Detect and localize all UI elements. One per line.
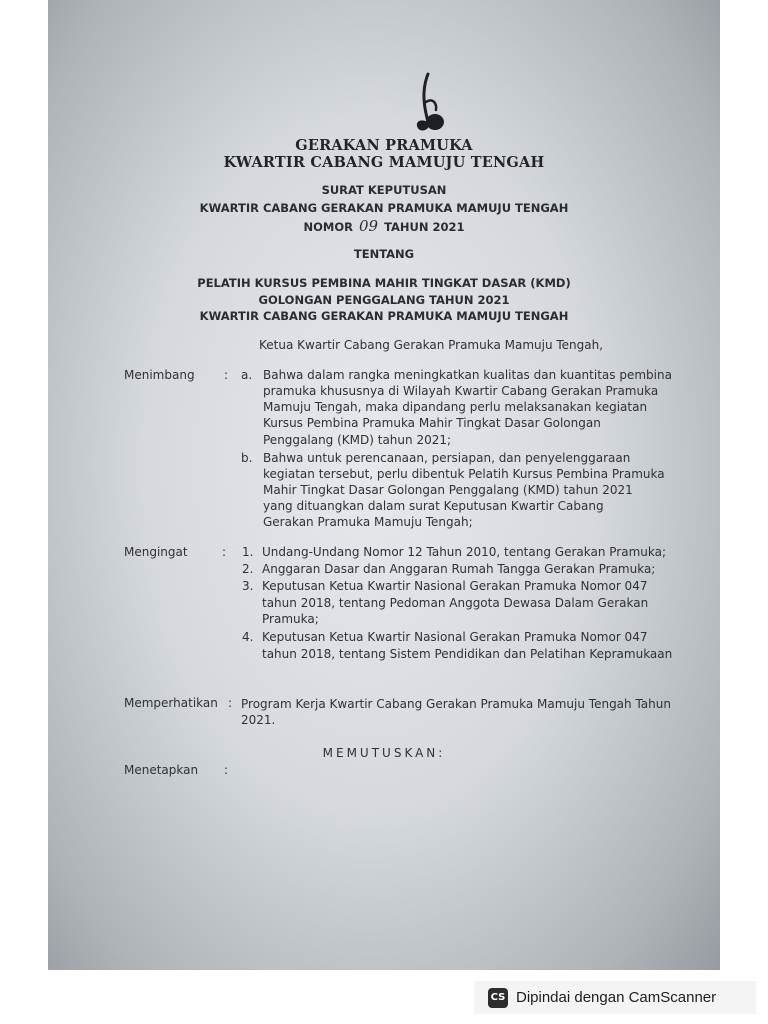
- menetapkan-colon: :: [224, 763, 229, 777]
- mengingat-label: Mengingat: [124, 545, 188, 559]
- mengingat-3-line: Keputusan Ketua Kwartir Nasional Gerakan Pramuka Nomor 047: [262, 579, 648, 593]
- subject-line-1: PELATIH KURSUS PEMBINA MAHIR TINGKAT DASAR (KMD): [197, 276, 571, 290]
- tentang-heading: TENTANG: [353, 247, 415, 261]
- opening-statement: Ketua Kwartir Cabang Gerakan Pramuka Mamuju Tengah,: [259, 338, 604, 352]
- menimbang-marker-a: a.: [241, 368, 253, 382]
- decree-issuer: KWARTIR CABANG GERAKAN PRAMUKA MAMUJU TENGAH: [199, 201, 569, 215]
- menimbang-a-line: Bahwa dalam rangka meningkatkan kualitas dan kuantitas pembina: [263, 368, 672, 382]
- menimbang-a-line: Penggalang (KMD) tahun 2021;: [263, 433, 452, 447]
- memutuskan-heading: MEMUTUSKAN:: [322, 746, 446, 760]
- memperhatikan-label: Memperhatikan: [124, 696, 218, 710]
- menimbang-a-line: Mamuju Tengah, maka dipandang perlu melaksanakan kegiatan: [263, 400, 648, 414]
- mengingat-1-line: Undang-Undang Nomor 12 Tahun 2010, tentang Gerakan Pramuka;: [262, 545, 666, 559]
- subject-line-3: KWARTIR CABANG GERAKAN PRAMUKA MAMUJU TENGAH: [199, 309, 569, 323]
- memperhatikan-colon: :: [228, 696, 233, 710]
- tunas-kelapa-emblem-icon: [410, 72, 450, 134]
- menimbang-b-line: Gerakan Pramuka Mamuju Tengah;: [263, 515, 473, 529]
- mengingat-marker-4: 4.: [242, 630, 254, 644]
- mengingat-3-line: Pramuka;: [262, 612, 319, 626]
- menimbang-b-line: Mahir Tingkat Dasar Golongan Penggalang (KMD) tahun 2021: [263, 483, 633, 497]
- mengingat-3-line: tahun 2018, tentang Pedoman Anggota Dewasa Dalam Gerakan: [262, 596, 649, 610]
- menetapkan-label: Menetapkan: [124, 763, 199, 777]
- menimbang-marker-b: b.: [241, 451, 253, 465]
- org-line-2: KWARTIR CABANG MAMUJU TENGAH: [223, 154, 545, 171]
- mengingat-2-line: Anggaran Dasar dan Anggaran Rumah Tangga Gerakan Pramuka;: [262, 562, 656, 576]
- memperhatikan-line: Program Kerja Kwartir Cabang Gerakan Pramuka Mamuju Tengah Tahun: [241, 697, 671, 711]
- nomor-handwritten-value: 09: [358, 217, 379, 235]
- org-line-1: GERAKAN PRAMUKA: [295, 137, 473, 154]
- mengingat-marker-3: 3.: [242, 579, 254, 593]
- mengingat-4-line: Keputusan Ketua Kwartir Nasional Gerakan Pramuka Nomor 047: [262, 630, 648, 644]
- mengingat-marker-1: 1.: [242, 545, 254, 559]
- mengingat-colon: :: [222, 545, 227, 559]
- nomor-suffix: TAHUN 2021: [384, 220, 465, 234]
- menimbang-b-line: yang dituangkan dalam surat Keputusan Kwartir Cabang: [263, 499, 604, 513]
- menimbang-a-line: pramuka khususnya di Wilayah Kwartir Cabang Gerakan Pramuka: [263, 384, 659, 398]
- decree-number: [48, 217, 720, 235]
- memperhatikan-line: 2021.: [241, 713, 276, 727]
- camscanner-logo-icon: CS: [488, 988, 508, 1008]
- menimbang-label: Menimbang: [124, 368, 195, 382]
- camscanner-text: Dipindai dengan CamScanner: [516, 989, 717, 1006]
- subject-line-2: GOLONGAN PENGGALANG TAHUN 2021: [258, 293, 510, 307]
- decree-title: SURAT KEPUTUSAN: [321, 183, 447, 197]
- menimbang-colon: :: [224, 368, 229, 382]
- scanned-document-page: [48, 0, 720, 970]
- camscanner-watermark: [474, 981, 756, 1014]
- mengingat-marker-2: 2.: [242, 562, 254, 576]
- nomor-prefix: NOMOR: [303, 220, 353, 234]
- menimbang-b-line: Bahwa untuk perencanaan, persiapan, dan penyelenggaraan: [263, 451, 631, 465]
- menimbang-b-line: kegiatan tersebut, perlu dibentuk Pelatih Kursus Pembina Pramuka: [263, 467, 665, 481]
- mengingat-4-line: tahun 2018, tentang Sistem Pendidikan dan Pelatihan Kepramukaan: [262, 647, 673, 661]
- menimbang-a-line: Kursus Pembina Pramuka Mahir Tingkat Dasar Golongan: [263, 416, 601, 430]
